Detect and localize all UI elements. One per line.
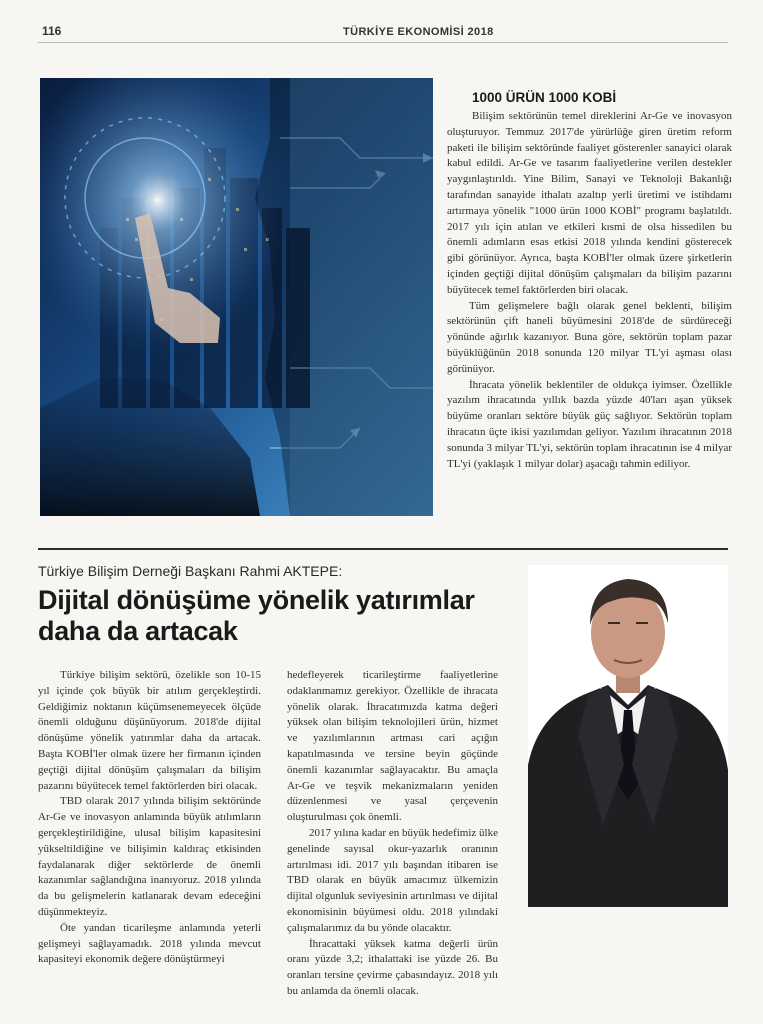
article-paragraph: 2017 yılına kadar en büyük hedefimiz ülke genelinde sayısal okur-yazarlık oranının artırılması idi. 2017 yılı başından itibaren ise TBD olarak en büyük amacımız ülkemizin dijital olgunluk seviyesinin artırılması ve dijital ekonomisinin büyümesi oldu. 2018 yılındaki çalışmalarımız da bu yönde olacaktır. [287,826,498,934]
article-headline: Dijital dönüşüme yönelik yatırımlar daha da artacak [38,585,475,646]
article-paragraph: İhracattaki yüksek katma değerli ürün oranı yüzde 3,2; ithalattaki ise yüzde 26. Bu oranları tersine çevirme çabasındayız. 2018 yılı bu anlamda da önemli olacak. [287,937,498,997]
sidebar-title: 1000 ÜRÜN 1000 KOBİ [472,90,617,105]
section-divider [38,548,728,550]
sidebar-paragraph: Bilişim sektörünün temel direklerini Ar-Ge ve inovasyon oluşturuyor. Temmuz 2017'de yürürlüğe giren üretim reform paketi ile bilişim sektöründe faaliyet gösterenler sanayici olarak kabul edildi. Ar-Ge ve tasarım faaliyetlerine verilen destekler yaygınlaştırıldı. Yine Bilim, Sanayi ve Teknoloji Bakanlığı tarafından sanayide ithalatı azaltıp yerli üretimi ve istihdamı artırmaya yönelik "1000 ürün 1000 KOBİ" programı başlatıldı. 2017 yılı için atılan ve etkileri kısmi de olsa hissedilen bu önemli adımların esas etkisi 2018 yılında kendini gösterecek gibi görünüyor. Ayrıca, başta KOBİ'ler olmak üzere şirketlerin içinden geçtiği dijital dönüşüm çalışmaları da bilişim pazarını büyütecek temel faktörlerden biri olacak. [447,110,732,296]
article-subtitle: Türkiye Bilişim Derneği Başkanı Rahmi AKTEPE: [38,563,343,579]
article-column-1 [38,668,261,968]
article-column-2 [287,668,498,1000]
magazine-title: TÜRKİYE EKONOMİSİ 2018 [343,26,494,38]
sidebar-box [447,90,732,472]
page-header [38,22,728,43]
article-paragraph: hedefleyerek ticarileştirme faaliyetlerine odaklanmamız gerekiyor. Özellikle de ihracata yönelik olarak. İhracatımızda katma değeri yüksek olan bilişim teknolojileri ürün, hizmet ve yazılımlarının artması cari açığın kapatılmasında ve tersine beyin göçünde önemli kazanımlar sağlayacaktır. Bu amaçla Ar-Ge ve teşvik mekanizmaların yeniden düzenlenmesi ve yasal çerçevenin oluşturulması çok önemli. [287,669,498,824]
page-number: 116 [42,24,62,38]
sidebar-paragraph: İhracata yönelik beklentiler de oldukça iyimser. Özellikle yazılım ihracatında yıllık bazda yüzde 40'ları aşan yüksek büyüme oranları sektöre büyük güç sağlıyor. Sektörün toplam ihracatın üçte ikisi yazılımdan geliyor. Yazılım ihracatının 2018 sonunda 3 milyar TL'yi, sektörün toplam ihracatının ise 4 milyar TL'yi (yaklaşık 1 milyar dolar) aşacağı tahmin ediliyor. [447,378,732,470]
sidebar-paragraph: Tüm gelişmelere bağlı olarak genel beklenti, bilişim sektörünün çift haneli büyümesini 2018'de de sürdüreceği yönünde ağırlık kazanıyor. Buna göre, sektörün toplam pazar büyüklüğünün 2018 sonunda 120 milyar TL'yi aşması olası görünüyor. [447,299,732,375]
article-paragraph: Öte yandan ticarileşme anlamında yeterli gelişmeyi sağlayamadık. 2018 yılında mevcut kapasiteyi ekonomik değere dönüştürmeyi [38,921,261,966]
article-paragraph: Türkiye bilişim sektörü, özelikle son 10-15 yıl içinde çok büyük bir atılım gerçekleştirdi. Geldiğimiz noktanın küçümsenemeyecek ölçüde önemli olduğunu düşünüyorum. 2018'de dijital dönüşüme yönelik yatırımlar daha da artacak. Başta KOBİ'ler olmak üzere her firmanın içinden geçtiği dijital dönüşüm çalışmaları da bilişim pazarını büyütecek temel faktörlerden biri olacak. [38,669,261,792]
article-paragraph: TBD olarak 2017 yılında bilişim sektöründe Ar-Ge ve inovasyon anlamında büyük atılımların gerçekleştirildiğine, ulusal bilişim kapasitesini yükseltildiğine ve bilişimin kaldıraç etkisinden faydalanarak diğer sektörlerde de önemli kazanımlar sağlandığına inanıyoruz. 2018 yılında da bu gelişmelerin katlanarak devam edeceğini düşünmekteyiz. [38,795,261,918]
portrait-photo [528,565,728,907]
digital-city-hero-image [40,78,433,516]
